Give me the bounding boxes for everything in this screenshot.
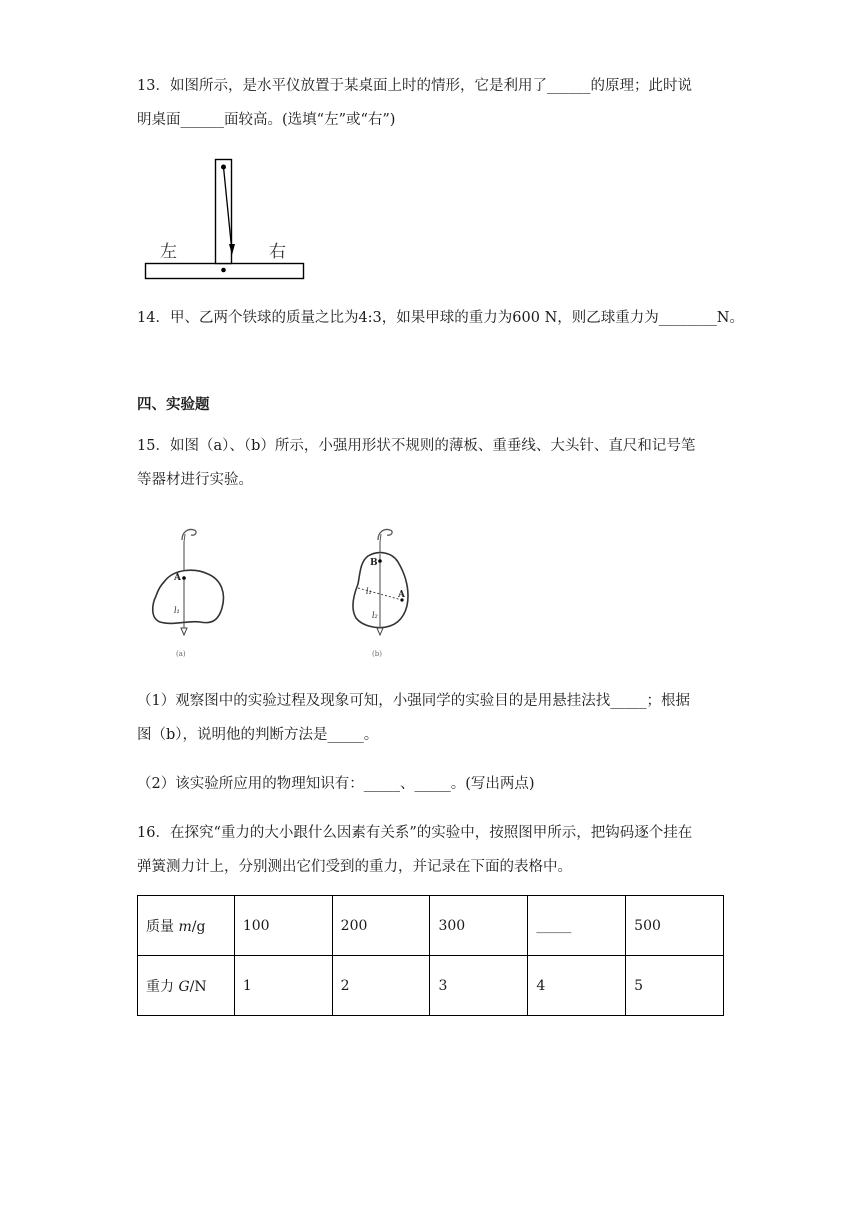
fig-b-point-b-label: B (370, 558, 378, 568)
q14-text: 14．甲、乙两个铁球的质量之比为4:3，如果甲球的重力为600 N，则乙球重力为________N。 (137, 310, 744, 326)
table-row-weight (138, 956, 724, 1016)
table-cell: 200 (332, 896, 430, 956)
q13-text-line1: 13．如图所示，是水平仪放置于某桌面上时的情形，它是利用了______的原理；此时说 (137, 78, 692, 94)
q13-text-line2: 明桌面______面较高。(选填“左”或“右”) (137, 112, 396, 128)
fig-b-point-a-label: A (398, 590, 405, 600)
table-cell: 100 (234, 896, 332, 956)
fig-b-line2-label: l₂ (372, 611, 378, 620)
section-heading-experiments: 四、实验题 (137, 397, 210, 413)
table-cell-blank: _____ (528, 896, 626, 956)
q15-text-line2: 等器材进行实验。 (137, 472, 253, 488)
level-left-label: 左 (160, 242, 177, 262)
fig-a-caption: (a) (176, 650, 186, 658)
q15-sub2-line1: （2）该实验所应用的物理知识有：_____、_____。(写出两点) (137, 776, 535, 792)
fig-b-caption: (b) (372, 650, 382, 658)
table-row-mass (138, 896, 724, 956)
level-right-label: 右 (269, 242, 286, 262)
q15-sub1-line2: 图（b），说明他的判断方法是_____。 (137, 727, 379, 743)
q15-sub1-line1: （1）观察图中的实验过程及现象可知，小强同学的实验目的是用悬挂法找_____；根据 (137, 693, 690, 709)
mass-weight-table (137, 895, 724, 1016)
level-instrument-figure (144, 156, 306, 282)
table-cell: 3 (430, 956, 528, 1016)
fig-a-line-label: l₁ (174, 606, 180, 615)
fig-a-point-label: A (174, 573, 181, 583)
suspension-figure-a (144, 522, 234, 662)
fig-b-line1-label: l₁ (366, 587, 372, 596)
table-cell: 1 (234, 956, 332, 1016)
table-header-weight: 重力 G/N (138, 956, 235, 1016)
suspension-figure-b (346, 522, 426, 662)
table-header-mass: 质量 m/g (138, 896, 235, 956)
table-cell: 300 (430, 896, 528, 956)
table-cell: 500 (626, 896, 724, 956)
table-cell: 2 (332, 956, 430, 1016)
table-cell: 5 (626, 956, 724, 1016)
q16-text-line2: 弹簧测力计上，分别测出它们受到的重力，并记录在下面的表格中。 (137, 859, 572, 875)
table-cell: 4 (528, 956, 626, 1016)
q15-text-line1: 15．如图（a）、（b）所示，小强用形状不规则的薄板、重垂线、大头针、直尺和记号笔 (137, 438, 696, 454)
q16-text-line1: 16．在探究“重力的大小跟什么因素有关系”的实验中，按照图甲所示，把钩码逐个挂在 (137, 825, 693, 841)
